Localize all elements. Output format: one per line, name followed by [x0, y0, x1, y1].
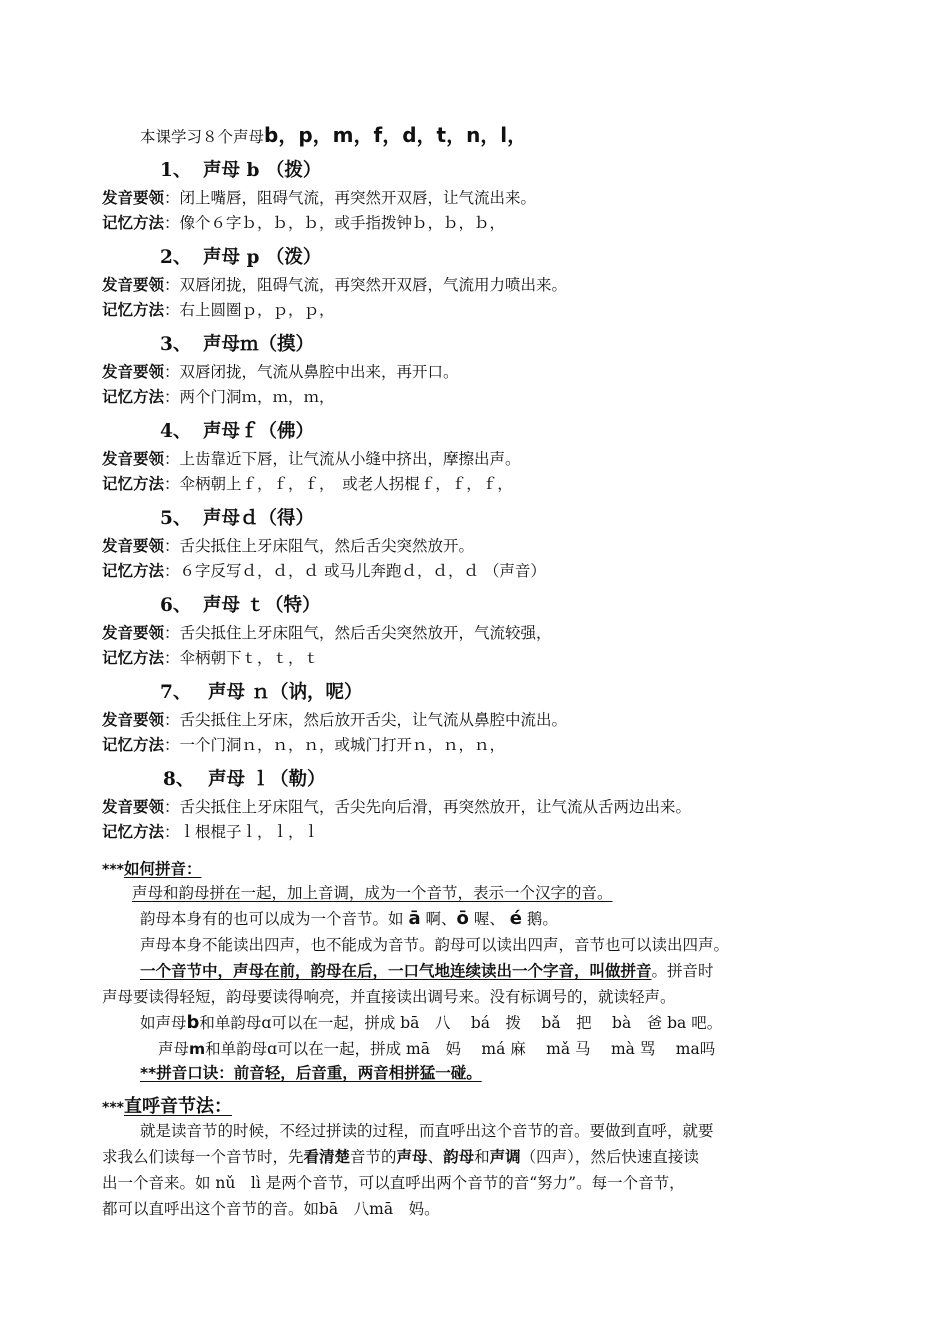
pinyin-definition: 声母和韵母拼在一起，加上音调，成为一个音节，表示一个汉字的音。	[132, 884, 613, 902]
pronunciation-line	[102, 622, 552, 644]
pronunciation-text: ：双唇闭拢，阻碍气流，再突然开双唇，气流用力喷出来。	[164, 276, 568, 294]
section-number: 8、	[163, 769, 195, 790]
e-tone: é	[509, 908, 522, 929]
pinyin-rule-tail: 。拼音时	[651, 962, 714, 980]
pronunciation-label: 发音要领	[102, 798, 165, 816]
pronunciation-text: ：舌尖抵住上牙床阻气，舌尖先向后滑，再突然放开，让气流从舌两边出来。	[164, 798, 692, 816]
section-heading-2	[160, 247, 322, 269]
section-heading-4	[160, 421, 315, 443]
memory-text: ：ｌ根棍子ｌ，ｌ，ｌ	[164, 823, 320, 841]
pronunciation-text: ：舌尖抵住上牙床，然后放开舌尖，让气流从鼻腔中流出。	[164, 711, 568, 729]
section-heading-8	[163, 769, 326, 791]
direct-para-line-2: 求我么们读每一个音节时，先看清楚音节的声母、韵母和声调（四声），然后快速直接读	[102, 1148, 699, 1166]
pinyin-vowel-syllable-line: 韵母本身有的也可以成为一个音节。如 ā 啊、ō 喔、 é 鹅。	[140, 908, 558, 929]
section-title: 声母 ｔ（特）	[203, 595, 321, 616]
memory-label: 记忆方法	[102, 562, 165, 580]
pronunciation-text: ：上齿靠近下唇，让气流从小缝中挤出，摩擦出声。	[164, 450, 521, 468]
a-tone: ā	[408, 908, 421, 929]
pinyin-title: 如何拼音：	[123, 860, 202, 878]
pronunciation-label: 发音要领	[102, 450, 165, 468]
intro-prefix: 本课学习８个声母	[140, 128, 265, 146]
memory-text: ：伞柄朝下ｔ，ｔ，ｔ	[164, 649, 320, 667]
pronunciation-line	[102, 361, 459, 383]
pronunciation-text: ：闭上嘴唇，阻碍气流，再突然开双唇，让气流出来。	[164, 189, 537, 207]
memory-line	[102, 473, 513, 495]
section-heading-3	[160, 334, 315, 356]
memory-text: ：一个门洞ｎ，ｎ，ｎ，或城门打开ｎ，ｎ，ｎ，	[164, 736, 506, 754]
section-number: 6、	[160, 595, 192, 616]
memory-text: ：两个门洞ｍ，ｍ，ｍ，	[164, 388, 335, 406]
title-stars: ***	[102, 862, 124, 878]
memory-text: ：右上圆圈ｐ，ｐ，ｐ，	[164, 301, 335, 319]
memory-line	[102, 821, 319, 843]
section-number: 5、	[160, 508, 192, 529]
direct-para-line-3: 出一个音来。如 nǔ lì 是两个音节，可以直呼出两个音节的音“努力”。每一个音节，	[102, 1174, 685, 1192]
memory-text: ：６字反写ｄ，ｄ，ｄ 或马儿奔跑ｄ，ｄ，ｄ （声音）	[164, 562, 546, 580]
section-title: 声母 p （泼）	[203, 247, 322, 268]
section-heading-5	[160, 508, 315, 530]
memory-text: ：伞柄朝上ｆ，ｆ，ｆ， 或老人拐棍ｆ，ｆ，ｆ，	[164, 475, 513, 493]
pronunciation-label: 发音要领	[102, 624, 165, 642]
pronunciation-text: ：舌尖抵住上牙床阻气，然后舌尖突然放开。	[164, 537, 475, 555]
pinyin-rule: 一个音节中，声母在前，韵母在后，一口气地连续读出一个字音，叫做拼音	[140, 962, 652, 980]
section-number: 4、	[160, 421, 192, 442]
section-number: 7、	[160, 682, 192, 703]
section-title: 声母ｄ（得）	[203, 508, 315, 529]
direct-title: 直呼音节法：	[123, 1096, 232, 1117]
section-title: 声母 ｎ（讷，呢）	[208, 682, 363, 703]
intro-letters: b，p，m，f，d，t，n，l，	[264, 123, 528, 147]
direct-section-title	[102, 1096, 232, 1119]
memory-label: 记忆方法	[102, 301, 165, 319]
section-heading-6	[160, 595, 321, 617]
section-number: 1、	[160, 160, 192, 181]
memory-line	[102, 299, 335, 321]
pinyin-example-b: 如声母b和单韵母ɑ可以在一起，拼成 bā 八 bá 拨 bǎ 把 bà 爸 ba 吧。	[140, 1012, 723, 1033]
pinyin-example-m: 声母m和单韵母ɑ可以在一起，拼成 mā 妈 má 麻 mǎ 马 mà 骂 ma吗	[158, 1040, 716, 1058]
intro-line	[140, 124, 527, 148]
pronunciation-label: 发音要领	[102, 276, 165, 294]
o-tone: ō	[456, 908, 469, 929]
title-stars: ***	[102, 1100, 124, 1116]
pronunciation-label: 发音要领	[102, 711, 165, 729]
pronunciation-label: 发音要领	[102, 363, 165, 381]
pronunciation-line	[102, 535, 474, 557]
section-title: 声母 b （拨）	[203, 160, 322, 181]
memory-label: 记忆方法	[102, 214, 165, 232]
pinyin-section-title	[102, 858, 201, 881]
memory-line	[102, 386, 335, 408]
memory-label: 记忆方法	[102, 823, 165, 841]
memory-line	[102, 734, 505, 756]
memory-label: 记忆方法	[102, 388, 165, 406]
section-title: 声母ｍ（摸）	[203, 334, 315, 355]
memory-line	[102, 560, 546, 582]
pinyin-tone-line: 声母本身不能读出四声，也不能成为音节。韵母可以读出四声，音节也可以读出四声。	[140, 936, 730, 954]
memory-label: 记忆方法	[102, 649, 165, 667]
direct-para-line-4: 都可以直呼出这个音节的音。如bā 八mā 妈。	[102, 1200, 440, 1218]
memory-text: ：像个６字ｂ，ｂ，ｂ，或手指拨钟ｂ，ｂ，ｂ，	[164, 214, 506, 232]
memory-label: 记忆方法	[102, 475, 165, 493]
pronunciation-line	[102, 796, 691, 818]
pronunciation-text: ：双唇闭拢，气流从鼻腔中出来，再开口。	[164, 363, 459, 381]
section-title: 声母ｆ（佛）	[203, 421, 315, 442]
pinyin-rule-line	[140, 960, 714, 982]
pronunciation-line	[102, 274, 567, 296]
pronunciation-label: 发音要领	[102, 537, 165, 555]
pronunciation-line	[102, 448, 521, 470]
section-heading-7	[160, 682, 363, 704]
memory-label: 记忆方法	[102, 736, 165, 754]
direct-para-line-1: 就是读音节的时候，不经过拼读的过程，而直呼出这个音节的音。要做到直呼，就要	[140, 1122, 714, 1140]
section-number: 3、	[160, 334, 192, 355]
pronunciation-line	[102, 709, 567, 731]
pronunciation-label: 发音要领	[102, 189, 165, 207]
pronunciation-text: ：舌尖抵住上牙床阻气，然后舌尖突然放开，气流较强，	[164, 624, 552, 642]
section-number: 2、	[160, 247, 192, 268]
memory-line	[102, 647, 319, 669]
memory-line	[102, 212, 505, 234]
pronunciation-line	[102, 187, 536, 209]
section-heading-1	[160, 160, 322, 182]
section-title: 声母 ｌ（勒）	[208, 769, 326, 790]
pinyin-mnemonic: **拼音口诀：前音轻，后音重，两音相拼猛一碰。	[140, 1064, 482, 1082]
pinyin-read-line: 声母要读得轻短，韵母要读得响亮，并直接读出调号来。没有标调号的，就读轻声。	[102, 988, 676, 1006]
